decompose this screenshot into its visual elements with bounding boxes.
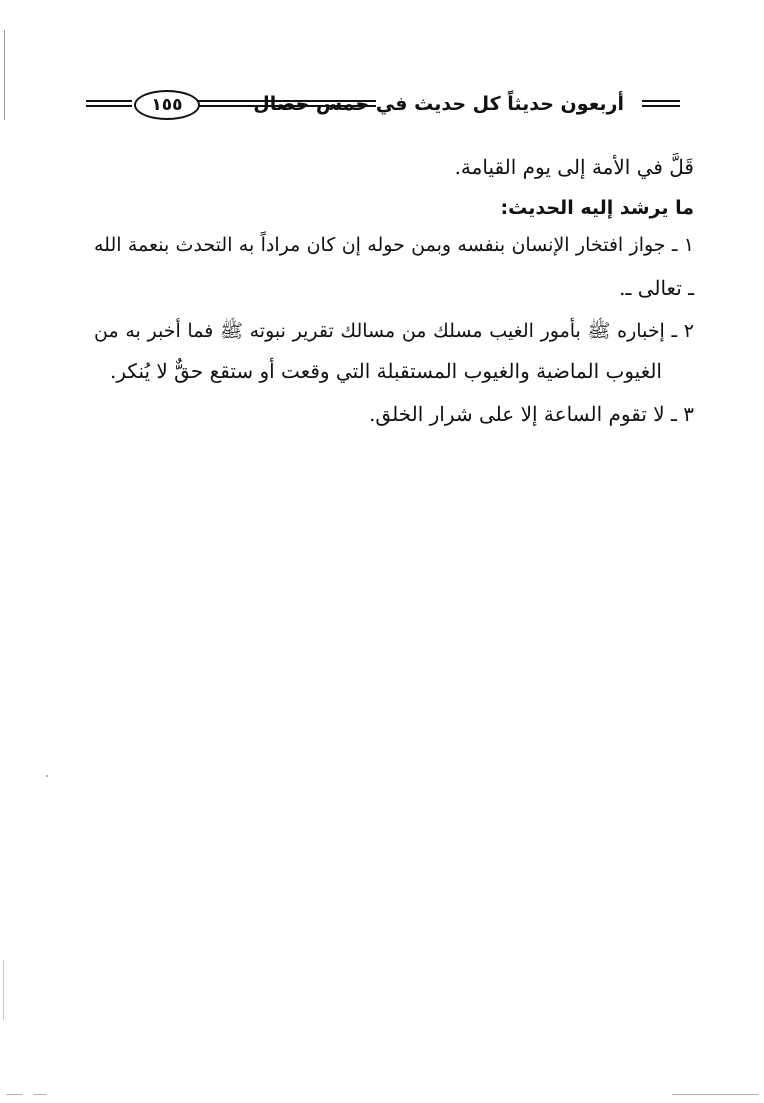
page-number: ١٥٥ <box>134 90 200 120</box>
scan-edge-mark <box>4 30 5 120</box>
point-2-line-2: الغيوب الماضية والغيوب المستقبلة التي وقعت أو ستقع حقٌّ لا يُنكر. <box>110 359 662 383</box>
point-2-line-1: ٢ ـ إخباره ﷺ بأمور الغيب مسلك من مسالك تقرير نبوته ﷺ فما أخبر به من <box>94 320 694 342</box>
header-rule-left <box>86 105 132 107</box>
intro-line: قَلَّ في الأمة إلى يوم القيامة. <box>454 155 694 179</box>
point-1-line-1: ١ ـ جواز افتخار الإنسان بنفسه وبمن حوله إن كان مراداً به التحدث بنعمة الله <box>94 234 694 256</box>
scan-dot <box>46 775 48 777</box>
header-rule-left <box>86 100 132 102</box>
point-3-line-1: ٣ ـ لا تقوم الساعة إلا على شرار الخلق. <box>369 402 694 426</box>
running-title: أربعون حديثاً كل حديث في خمس خصال <box>253 93 624 115</box>
header-rule-right <box>642 100 680 102</box>
scan-edge-mark <box>6 1094 22 1095</box>
section-heading: ما يرشد إليه الحديث: <box>500 197 694 219</box>
scan-edge-mark <box>3 960 4 1020</box>
scan-edge-mark <box>34 1094 46 1095</box>
scan-edge-mark <box>672 1094 758 1095</box>
running-header <box>86 88 680 122</box>
header-rule-right <box>642 105 680 107</box>
point-1-line-2: ـ تعالى ـ. <box>619 276 694 300</box>
